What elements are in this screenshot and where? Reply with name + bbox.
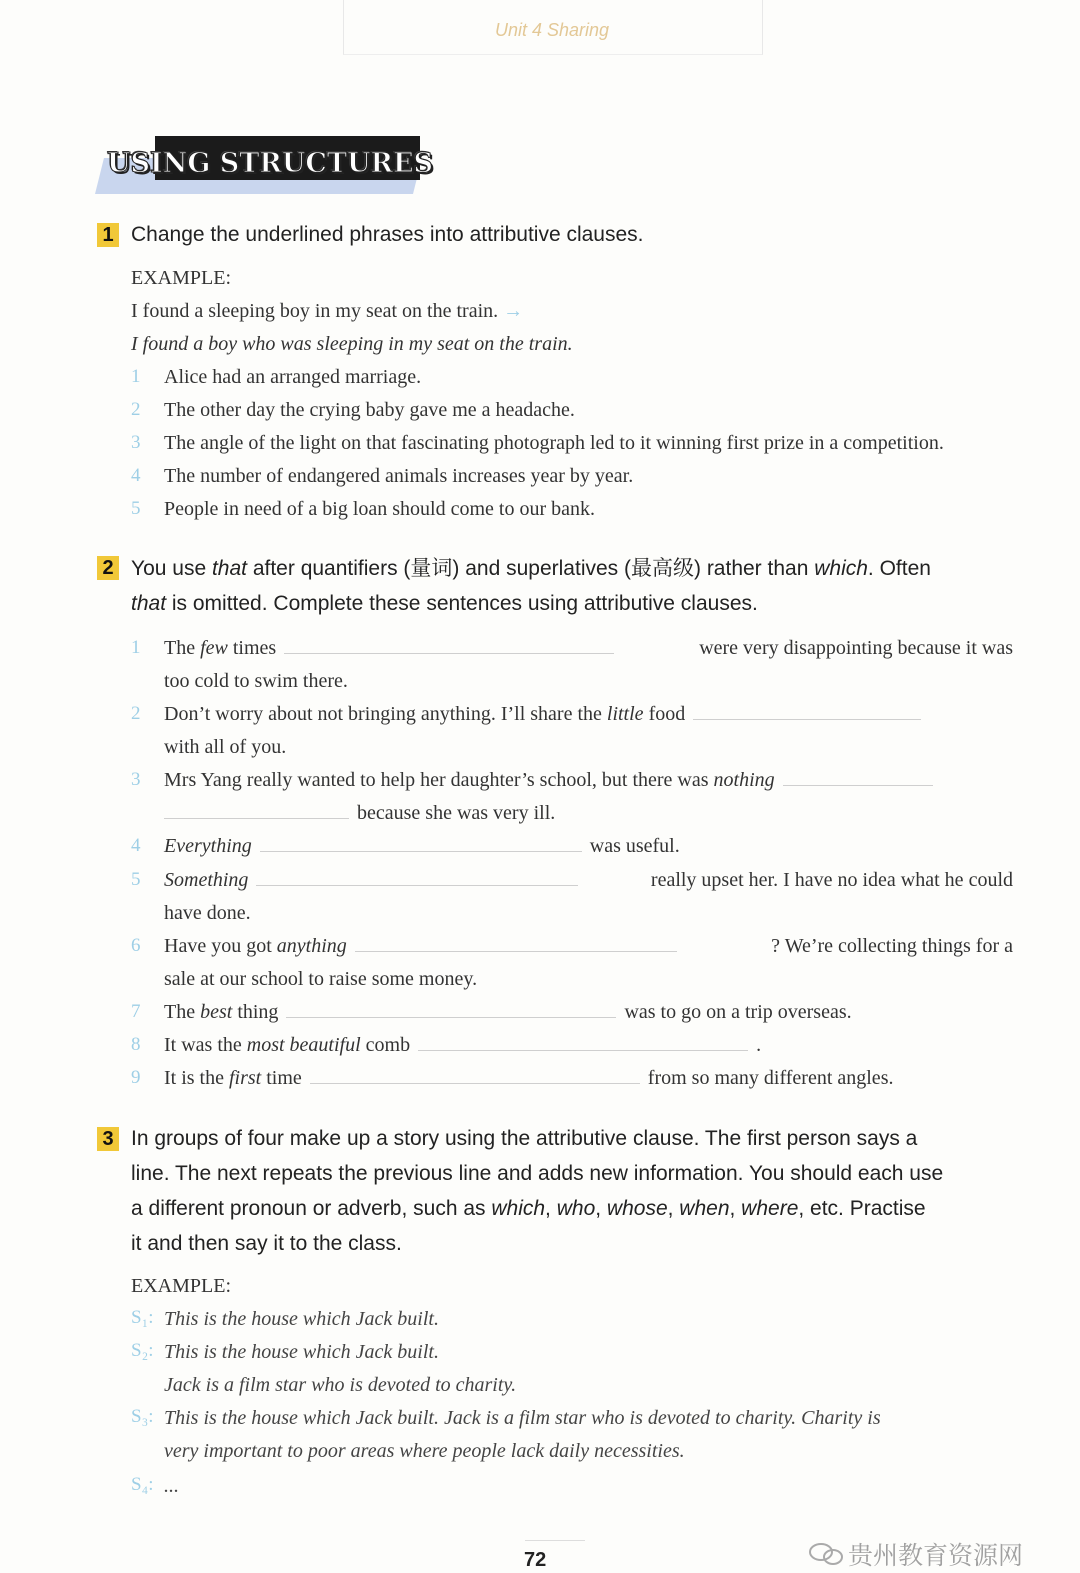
item-continuation	[164, 897, 251, 930]
text-run: thing	[232, 1001, 279, 1023]
item-number: 6	[131, 935, 141, 956]
text-run-italic: that	[131, 592, 167, 615]
sentence-end: was useful.	[589, 835, 680, 857]
section-banner	[95, 136, 434, 194]
item-number: 4	[131, 835, 141, 856]
task-number-badge: 2	[97, 556, 119, 580]
fill-in-item	[164, 864, 1013, 897]
fill-in-item	[164, 830, 1013, 863]
text-run: after quantifiers (量词) and superlatives (最高级) rather than	[247, 557, 815, 580]
item-number: 9	[131, 1067, 141, 1088]
sentence-start	[164, 930, 685, 963]
answer-blank[interactable]	[693, 718, 921, 720]
quantifier-word: most beautiful	[246, 1034, 361, 1056]
text-run: is omitted. Complete these sentences using attributive clauses.	[166, 592, 758, 615]
text-run: time	[261, 1067, 302, 1089]
chat-bubble-icon	[808, 1542, 844, 1566]
unit-header: Unit 4 Sharing	[494, 20, 610, 40]
text-run: . Often	[867, 557, 931, 580]
quantifier-word: nothing	[713, 769, 775, 791]
list-item: People in need of a big loan should come to our bank.	[164, 498, 596, 520]
answer-blank[interactable]	[164, 817, 349, 819]
banner-title: USING STRUCTURES	[107, 148, 434, 179]
sentence-end: was to go on a trip overseas.	[624, 1001, 852, 1023]
task2-instruction-line2	[131, 586, 758, 621]
sentence-start	[164, 703, 929, 725]
list-item: The angle of the light on that fascinating photograph led to it winning first prize in a competition.	[164, 432, 944, 454]
watermark: 贵州教育资源网	[848, 1541, 1024, 1570]
fill-in-item	[164, 698, 1013, 731]
text-run: It was the	[164, 1034, 247, 1056]
sentence-end: .	[756, 1034, 762, 1056]
item-continuation	[164, 963, 477, 996]
task1-instruction: Change the underlined phrases into attributive clauses.	[131, 223, 644, 246]
example-line: This is the house which Jack built.	[164, 1308, 439, 1330]
page-number: 72	[524, 1549, 547, 1571]
task-number-badge: 3	[97, 1127, 119, 1151]
text-run: sale at our school to raise some money.	[164, 968, 478, 990]
quantifier-word: anything	[276, 935, 347, 957]
sentence-start	[164, 864, 586, 897]
text-run: ,	[729, 1197, 742, 1220]
item-continuation	[164, 797, 555, 830]
item-number: 3	[131, 769, 141, 790]
fill-in-item	[164, 930, 1013, 963]
example-line: This is the house which Jack built.	[164, 1341, 439, 1363]
task1-example-label: EXAMPLE:	[131, 267, 231, 289]
text-run: Mrs Yang really wanted to help her daughter’s school, but there was	[164, 769, 714, 791]
item-number: 3	[131, 432, 141, 453]
answer-blank[interactable]	[286, 1016, 616, 1018]
text-run-italic: when	[679, 1197, 730, 1220]
text-run: The	[164, 637, 201, 659]
text-run: Don’t worry about not bringing anything. I’ll share the	[164, 703, 607, 725]
task-number-badge: 1	[97, 223, 119, 247]
text-run: You use	[131, 557, 212, 580]
item-continuation	[164, 731, 286, 764]
fill-in-item	[164, 1062, 1013, 1095]
example-line: ...	[164, 1475, 179, 1497]
sentence-end: ? We’re collecting things for a	[771, 935, 1013, 957]
text-run: times	[227, 637, 277, 659]
task2-instruction-line1	[131, 551, 931, 586]
text-run: Have you got	[164, 935, 277, 957]
answer-blank[interactable]	[355, 950, 677, 952]
quantifier-word: Everything	[164, 835, 252, 857]
answer-blank[interactable]	[310, 1082, 640, 1084]
task3-instruction-line1: In groups of four make up a story using the attributive clause. The first person says a	[131, 1127, 918, 1150]
example-line: This is the house which Jack built. Jack is a film star who is devoted to charity. Charity is	[164, 1407, 881, 1429]
text-run: because she was very ill.	[357, 802, 556, 824]
text-run: ,	[545, 1197, 557, 1220]
item-number: 2	[131, 399, 141, 420]
example-sentence: I found a sleeping boy in my seat on the train.	[131, 300, 499, 322]
text-run: with all of you.	[164, 736, 287, 758]
sentence-start	[164, 835, 590, 857]
quantifier-word: little	[606, 703, 644, 725]
task3-instruction-line4: it and then say it to the class.	[131, 1232, 402, 1255]
arrow-icon: →	[503, 300, 524, 322]
item-number: 8	[131, 1034, 141, 1055]
text-run: The	[164, 1001, 201, 1023]
answer-blank[interactable]	[284, 652, 614, 654]
list-item: The other day the crying baby gave me a headache.	[164, 399, 575, 421]
fill-in-item	[164, 1029, 1013, 1062]
answer-blank[interactable]	[260, 850, 582, 852]
answer-blank[interactable]	[256, 884, 578, 886]
text-run: It is the	[164, 1067, 229, 1089]
text-run-italic: whose	[606, 1197, 668, 1220]
sentence-start	[164, 1001, 624, 1023]
task3-instruction-line3	[131, 1191, 926, 1226]
text-run-italic: which	[814, 557, 868, 580]
item-continuation	[164, 665, 348, 698]
item-number: 4	[131, 465, 141, 486]
task1-example-line	[131, 295, 523, 328]
answer-blank[interactable]	[783, 784, 933, 786]
text-run-italic: where	[741, 1197, 799, 1220]
text-run-italic: which	[491, 1197, 546, 1220]
sentence-end: really upset her. I have no idea what he could	[650, 869, 1013, 891]
text-run-italic: that	[211, 557, 247, 580]
sentence-end: were very disappointing because it was	[699, 637, 1013, 659]
item-number: 2	[131, 703, 141, 724]
task3-example-label: EXAMPLE:	[131, 1275, 231, 1297]
speaker-label: S₁:	[131, 1307, 154, 1328]
text-run: comb	[360, 1034, 411, 1056]
fill-in-item	[164, 632, 1013, 665]
example-line: very important to poor areas where people lack daily necessities.	[164, 1440, 685, 1462]
text-run: ,	[595, 1197, 607, 1220]
text-run: too cold to swim there.	[164, 670, 348, 692]
speaker-label: S₂:	[131, 1340, 154, 1361]
quantifier-word: best	[200, 1001, 233, 1023]
example-line: Jack is a film star who is devoted to charity.	[164, 1374, 517, 1396]
item-number: 1	[131, 366, 141, 387]
text-run: , etc. Practise	[798, 1197, 926, 1220]
quantifier-word: first	[229, 1067, 262, 1089]
sentence-start	[164, 1034, 756, 1056]
quantifier-word: Something	[164, 869, 249, 891]
item-number: 7	[131, 1001, 141, 1022]
text-run: have done.	[164, 902, 251, 924]
item-number: 1	[131, 637, 141, 658]
task1-example-answer: I found a boy who was sleeping in my seat on the train.	[131, 333, 573, 355]
text-run: food	[643, 703, 686, 725]
sentence-start	[164, 769, 941, 791]
fill-in-item	[164, 996, 1013, 1029]
text-run: ,	[667, 1197, 680, 1220]
quantifier-word: few	[200, 637, 228, 659]
sentence-start	[164, 1067, 648, 1089]
task3-instruction-line2: line. The next repeats the previous line and adds new information. You should each use	[131, 1162, 944, 1185]
item-number: 5	[131, 498, 141, 519]
speaker-label: S₃:	[131, 1406, 154, 1427]
fill-in-item	[164, 764, 1013, 797]
text-run-italic: who	[556, 1197, 596, 1220]
sentence-start	[164, 632, 622, 665]
item-number: 5	[131, 869, 141, 890]
sentence-end: from so many different angles.	[647, 1067, 894, 1089]
answer-blank[interactable]	[418, 1049, 748, 1051]
list-item: The number of endangered animals increases year by year.	[164, 465, 634, 487]
speaker-label: S₄:	[131, 1474, 154, 1495]
text-run: a different pronoun or adverb, such as	[131, 1197, 492, 1220]
list-item: Alice had an arranged marriage.	[164, 366, 422, 388]
